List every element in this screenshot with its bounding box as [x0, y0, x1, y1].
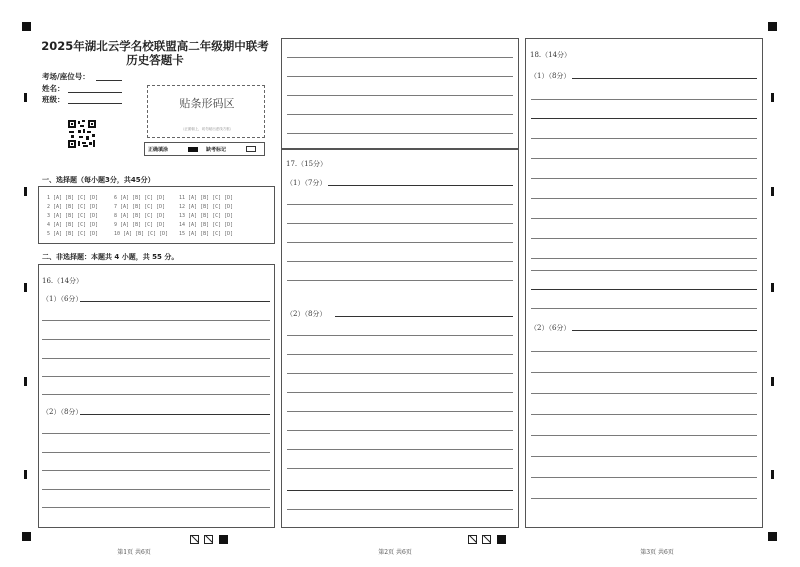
skew-mark-icon [468, 535, 477, 544]
page-number-2: 第2页 共6页 [378, 549, 412, 556]
choice-row[interactable]: 4 [A] [B] [C] [D] [47, 222, 99, 228]
answer-line[interactable] [287, 373, 513, 374]
answer-line[interactable] [287, 204, 513, 205]
q17-part2-label: （2）（8分） [286, 310, 327, 318]
answer-line[interactable] [531, 289, 757, 290]
exam-room-field[interactable] [96, 80, 122, 81]
choice-row[interactable]: 13 [A] [B] [C] [D] [179, 213, 234, 219]
answer-line[interactable] [531, 477, 757, 478]
choice-box [38, 186, 275, 244]
q17-part1-label: （1）（7分） [286, 179, 327, 187]
answer-line[interactable] [287, 411, 513, 412]
q18-answer-box[interactable] [525, 38, 763, 528]
choice-row[interactable]: 12 [A] [B] [C] [D] [179, 204, 234, 210]
answer-line[interactable] [287, 57, 513, 58]
skew-mark-icon [204, 535, 213, 544]
section1-title: 一、选择题（每小题3分，共45分） [42, 176, 155, 184]
answer-line[interactable] [287, 114, 513, 115]
answer-line[interactable] [42, 507, 270, 508]
q18-part1-label: （1）（8分） [530, 72, 571, 80]
class-field[interactable] [68, 103, 122, 104]
q16-part2-label: （2）（8分） [42, 408, 83, 416]
answer-line[interactable] [531, 351, 757, 352]
answer-line[interactable] [531, 138, 757, 139]
answer-line[interactable] [42, 452, 270, 453]
timing-mark [24, 283, 27, 292]
q16-title: 16.（14分） [42, 277, 84, 285]
skew-mark-icon [482, 535, 491, 544]
choice-row[interactable]: 5 [A] [B] [C] [D] [47, 231, 99, 237]
q18-part2-label: （2）（6分） [530, 324, 571, 332]
answer-line[interactable] [287, 76, 513, 77]
answer-line[interactable] [42, 376, 270, 377]
answer-line[interactable] [531, 393, 757, 394]
timing-mark [24, 187, 27, 196]
answer-line[interactable] [42, 433, 270, 434]
name-label: 姓名： [42, 84, 65, 93]
answer-line[interactable] [328, 185, 513, 186]
name-field[interactable] [68, 92, 122, 93]
timing-mark [24, 470, 27, 479]
answer-line[interactable] [42, 489, 270, 490]
exam-room-label: 考场/座位号： [42, 72, 90, 81]
page-number-1: 第1页 共6页 [117, 549, 151, 556]
q17-answer-box[interactable] [281, 149, 519, 528]
answer-line[interactable] [287, 430, 513, 431]
choice-row[interactable]: 6 [A] [B] [C] [D] [114, 195, 166, 201]
answer-line[interactable] [531, 258, 757, 259]
answer-line[interactable] [335, 316, 513, 317]
answer-line[interactable] [287, 261, 513, 262]
sheet-subtitle: 历史答题卡 [126, 53, 184, 67]
answer-line[interactable] [531, 238, 757, 239]
answer-line[interactable] [531, 270, 757, 271]
absent-mark-label: 缺考标记 [206, 147, 227, 153]
answer-line[interactable] [42, 339, 270, 340]
answer-line[interactable] [531, 456, 757, 457]
answer-line[interactable] [531, 198, 757, 199]
alignment-mark [219, 535, 228, 544]
correct-fill-label: 正确填涂 [148, 147, 169, 153]
answer-line[interactable] [531, 435, 757, 436]
choice-row[interactable]: 10 [A] [B] [C] [D] [114, 231, 169, 237]
answer-line[interactable] [531, 158, 757, 159]
choice-row[interactable]: 1 [A] [B] [C] [D] [47, 195, 99, 201]
answer-line[interactable] [531, 372, 757, 373]
timing-mark [24, 93, 27, 102]
answer-line[interactable] [572, 330, 757, 331]
legend-box [144, 142, 265, 156]
choice-row[interactable]: 15 [A] [B] [C] [D] [179, 231, 234, 237]
choice-row[interactable]: 14 [A] [B] [C] [D] [179, 222, 234, 228]
timing-mark [771, 93, 774, 102]
sheet-title: 2025年湖北云学名校联盟高二年级期中联考 [41, 39, 269, 53]
answer-line[interactable] [42, 320, 270, 321]
page-number-3: 第3页 共6页 [640, 549, 674, 556]
answer-line[interactable] [287, 242, 513, 243]
choice-row[interactable]: 9 [A] [B] [C] [D] [114, 222, 166, 228]
answer-line[interactable] [531, 308, 757, 309]
alignment-mark [768, 532, 777, 541]
class-label: 班级： [42, 95, 65, 104]
skew-mark-icon [190, 535, 199, 544]
alignment-mark [768, 22, 777, 31]
alignment-mark [497, 535, 506, 544]
q16-part1-label: （1）（6分） [42, 295, 83, 303]
answer-line[interactable] [287, 280, 513, 281]
choice-row[interactable]: 11 [A] [B] [C] [D] [179, 195, 234, 201]
answer-line[interactable] [287, 133, 513, 134]
choice-row[interactable]: 8 [A] [B] [C] [D] [114, 213, 166, 219]
q17-title: 17.（15分） [286, 160, 328, 168]
answer-line[interactable] [287, 223, 513, 224]
answer-line[interactable] [287, 490, 513, 491]
section2-title: 二、非选择题：本题共 4 小题，共 55 分。 [42, 253, 179, 261]
answer-line[interactable] [531, 218, 757, 219]
answer-line[interactable] [42, 394, 270, 395]
q18-title: 18.（14分） [530, 51, 572, 59]
answer-line[interactable] [531, 414, 757, 415]
answer-line[interactable] [287, 335, 513, 336]
answer-line[interactable] [531, 498, 757, 499]
answer-line[interactable] [287, 468, 513, 469]
answer-line[interactable] [80, 414, 270, 415]
answer-line[interactable] [572, 78, 757, 79]
answer-line[interactable] [531, 118, 757, 119]
timing-mark [771, 187, 774, 196]
timing-mark [771, 377, 774, 386]
alignment-mark [22, 22, 31, 31]
timing-mark [24, 377, 27, 386]
answer-line[interactable] [287, 449, 513, 450]
absent-mark-checkbox[interactable] [246, 146, 256, 152]
qr-code-icon [68, 120, 96, 148]
answer-line[interactable] [531, 99, 757, 100]
timing-mark [771, 470, 774, 479]
answer-line[interactable] [531, 178, 757, 179]
answer-line[interactable] [287, 95, 513, 96]
answer-line[interactable] [287, 392, 513, 393]
answer-line[interactable] [287, 509, 513, 510]
answer-line[interactable] [42, 470, 270, 471]
alignment-mark [22, 532, 31, 541]
barcode-area [147, 85, 265, 138]
choice-row[interactable]: 2 [A] [B] [C] [D] [47, 204, 99, 210]
answer-line[interactable] [287, 354, 513, 355]
filled-bubble-icon [188, 147, 198, 152]
answer-line[interactable] [42, 358, 270, 359]
choice-row[interactable]: 3 [A] [B] [C] [D] [47, 213, 99, 219]
barcode-note: （正面朝上，切勿贴出虚线方框） [180, 127, 234, 131]
barcode-label: 贴条形码区 [179, 97, 235, 110]
answer-line[interactable] [80, 301, 270, 302]
timing-mark [771, 283, 774, 292]
choice-row[interactable]: 7 [A] [B] [C] [D] [114, 204, 166, 210]
